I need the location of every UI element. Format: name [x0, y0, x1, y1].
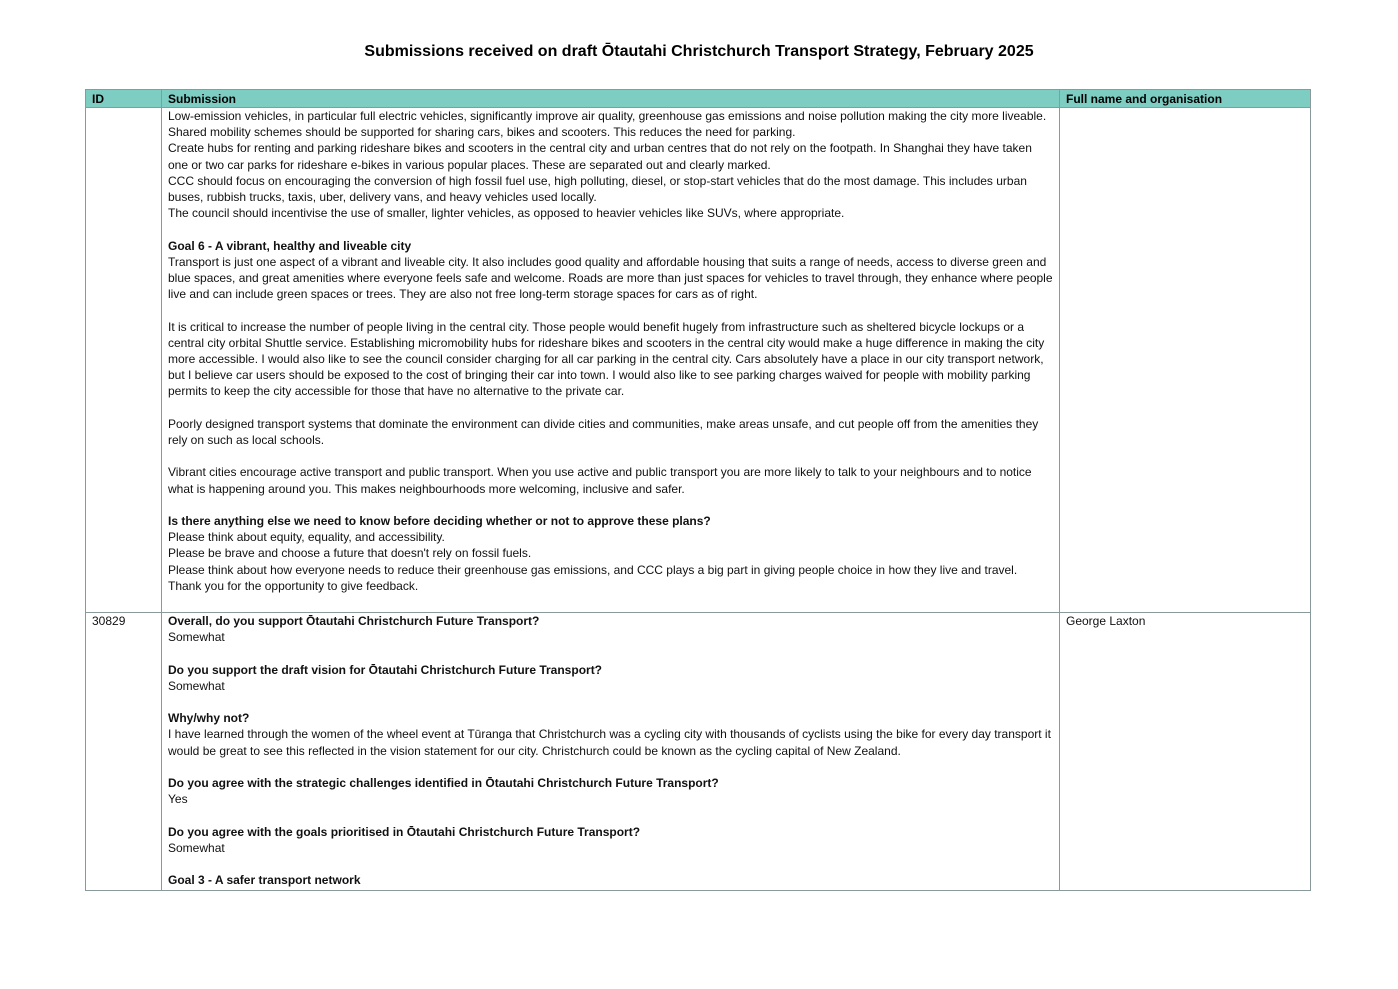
answer: I have learned through the women of the wheel event at Tūranga that Christchurch was a cycling city with thousands of cyclists using the bike for every day transport it would be great to see this reflected in the vision statement for our city. Christchurch could be known as the cycling capital of New Zealand.: [168, 727, 1051, 758]
submission-line: Low-emission vehicles, in particular full electric vehicles, significantly improve air quality, greenhouse gas emissions and noise pollution making the city more liveable.: [168, 109, 1047, 123]
row-id-cell: [86, 108, 162, 613]
submission-cell: [162, 108, 1060, 613]
answer: Yes: [168, 792, 188, 807]
submission-cell: [162, 613, 1060, 891]
answer: Somewhat: [168, 678, 225, 693]
table-header-row: [86, 90, 1311, 108]
question: Do you agree with the strategic challenges identified in Ōtautahi Christchurch Future Transport?: [168, 775, 719, 790]
goal6-paragraph: It is critical to increase the number of people living in the central city. Those people would benefit hugely from infrastructure such as sheltered bicycle lockups or a central city orbital Shuttle service. Establishing micromobility hubs for rideshare bikes and scooters in the central city would make a huge difference in making the city more accessible. I would also like to see the council consider charging for all car parking in the central city. Cars absolutely have a place in our city transport network, but I believe car users should be exposed to the cost of bringing their car into town. I would also like to see parking charges waived for people with mobility parking permits to keep the city accessible for those that have no alternative to the private car.: [168, 319, 1045, 399]
goal6-paragraph: Poorly designed transport systems that dominate the environment can divide cities and communities, make areas unsafe, and cut people off from the amenities they rely on such as local schools.: [168, 416, 1039, 448]
name-cell: George Laxton: [1060, 613, 1311, 891]
table-row: [86, 613, 1311, 891]
question: Do you support the draft vision for Ōtautahi Christchurch Future Transport?: [168, 662, 603, 677]
goal3-heading: Goal 3 - A safer transport network: [168, 873, 361, 888]
question: Do you agree with the goals prioritised in Ōtautahi Christchurch Future Transport?: [168, 824, 641, 839]
submission-line: Shared mobility schemes should be supported for sharing cars, bikes and scooters. This reduces the need for parking.: [168, 125, 796, 140]
question: Why/why not?: [168, 711, 250, 726]
goal6-paragraph: Vibrant cities encourage active transport and public transport. When you use active and public transport you are more likely to talk to your neighbours and to notice what is happening around you. This makes neighbourhoods more welcoming, inclusive and safer.: [168, 465, 1032, 496]
document-title: Submissions received on draft Ōtautahi Christchurch Transport Strategy, February 2025: [364, 43, 1034, 60]
submissions-table: [85, 89, 1311, 891]
question: Overall, do you support Ōtautahi Christchurch Future Transport?: [168, 614, 540, 628]
anything-else-question: Is there anything else we need to know before deciding whether or not to approve these plans?: [168, 514, 711, 528]
name-cell: [1060, 108, 1311, 613]
header-id: ID: [86, 90, 162, 108]
table-row: [86, 108, 1311, 613]
answer: Somewhat: [168, 630, 225, 645]
anything-else-line: Please think about equity, equality, and accessibility.: [168, 530, 445, 545]
row-id-cell: 30829: [86, 613, 162, 891]
submission-line: The council should incentivise the use of smaller, lighter vehicles, as opposed to heavier vehicles like SUVs, where appropriate.: [168, 206, 845, 221]
anything-else-line: Please think about how everyone needs to reduce their greenhouse gas emissions, and CCC plays a big part in giving people choice in how they live and travel.: [168, 562, 1018, 577]
header-submission: Submission: [162, 90, 1060, 108]
submission-line: Create hubs for renting and parking rideshare bikes and scooters in the central city and urban centres that do not rely on the footpath. In Shanghai they have taken one or two car parks for rideshare e-bikes in various popular places. These are separated out and clearly marked.: [168, 141, 1032, 172]
submission-line: CCC should focus on encouraging the conversion of high fossil fuel use, high polluting, diesel, or stop-start vehicles that do the most damage. This includes urban buses, rubbish trucks, taxis, uber, delivery vans, and heavy vehicles used locally.: [168, 173, 1027, 205]
answer: Somewhat: [168, 840, 225, 855]
goal6-heading: Goal 6 - A vibrant, healthy and liveable city: [168, 238, 412, 253]
anything-else-line: Please be brave and choose a future that doesn't rely on fossil fuels.: [168, 546, 532, 561]
anything-else-line: Thank you for the opportunity to give feedback.: [168, 578, 419, 593]
header-full-name: Full name and organisation: [1060, 90, 1311, 108]
goal6-paragraph: Transport is just one aspect of a vibrant and liveable city. It also includes good quality and affordable housing that suits a range of needs, access to diverse green and blue spaces, and great amenities where everyone feels safe and welcome. Roads are more than just spaces for vehicles to travel through, they enhance where people live and can include green spaces or trees. They are also not free long-term storage spaces for cars as of right.: [168, 254, 1053, 302]
